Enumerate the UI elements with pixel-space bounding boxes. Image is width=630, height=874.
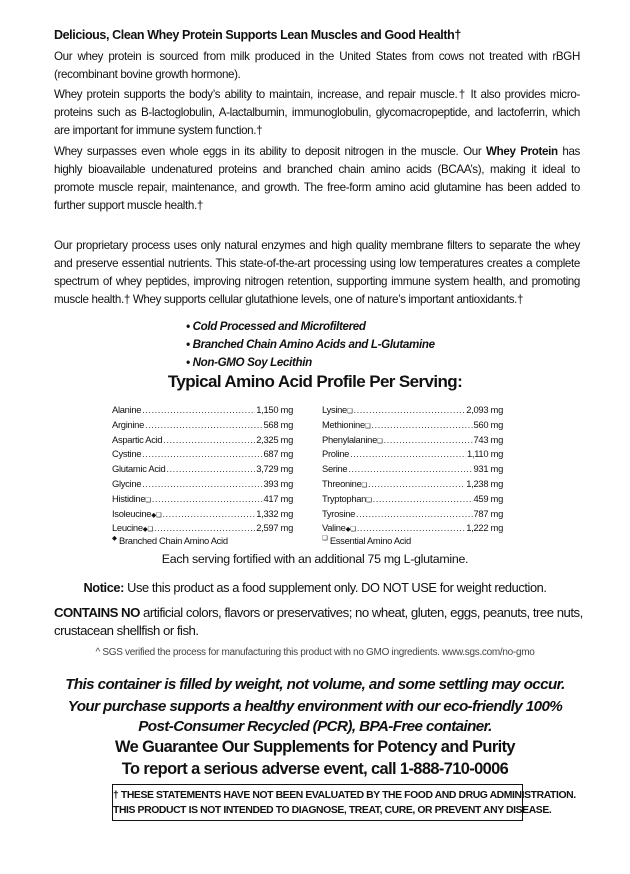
dot-leader <box>368 477 465 492</box>
headline: Delicious, Clean Whey Protein Supports Lean Muscles and Good Health† <box>54 28 461 42</box>
dot-leader <box>373 492 473 507</box>
dot-leader <box>142 447 262 462</box>
dot-leader <box>142 403 255 418</box>
amino-acid-row <box>322 507 503 522</box>
notice-text: Use this product as a food supplement only. DO NOT USE for weight reduction. <box>124 580 547 595</box>
amino-acid-row <box>112 507 293 522</box>
amino-acid-row <box>112 462 293 477</box>
amino-acid-row <box>112 492 293 507</box>
amino-acid-value: 459 mg <box>473 492 503 504</box>
dot-leader <box>162 507 255 522</box>
amino-acid-value: 3,729 mg <box>256 463 293 475</box>
amino-acid-name: Serine <box>322 463 348 475</box>
sgs-note: ^ SGS verified the process for manufacturing this product with no GMO ingredients. www.sgs.com/no-gmo <box>95 647 535 658</box>
dot-leader <box>371 418 472 433</box>
amino-acid-name: Tyrosine <box>322 507 356 519</box>
legend-bcaa <box>112 534 228 546</box>
amino-acid-name: Proline <box>322 448 350 460</box>
dot-leader <box>163 433 255 448</box>
dot-leader <box>384 433 473 448</box>
glutamine-note: Each serving fortified with an additional 75 mg L-glutamine. <box>161 552 469 566</box>
amino-acid-marks-icon: ❏ <box>361 481 368 489</box>
amino-acid-row <box>322 447 503 462</box>
amino-acid-value: 743 mg <box>473 433 503 445</box>
notice-label: Notice: <box>83 580 125 595</box>
paragraph-sourcing: Our whey protein is sourced from milk produced in the United States from cows not treated with rBGH (recombinant bovine growth hormone). <box>54 50 580 81</box>
bullet-item: • Cold Processed and Microfiltered <box>186 320 366 333</box>
amino-acid-row <box>112 433 293 448</box>
amino-acid-name: Threonine <box>322 477 362 489</box>
amino-acid-value: 2,597 mg <box>256 522 293 534</box>
guarantee-statement: We Guarantee Our Supplements for Potency and Purity <box>115 738 515 756</box>
dot-leader <box>152 492 263 507</box>
amino-acid-value: 417 mg <box>263 492 293 504</box>
amino-acid-marks-icon: ❏ <box>366 496 372 504</box>
dot-leader <box>166 462 255 477</box>
amino-acid-value: 393 mg <box>263 477 293 489</box>
bcaa-mark-icon: ◆ <box>112 535 117 542</box>
paragraph-nitrogen-part2: has highly bioavailable undenatured proteins and branched chain amino acids (BCAA’s), making it ideal to promote muscle repair, maintenance, and growth. The free-form amino acid glutamine has been added to further support muscle health.† <box>54 145 580 212</box>
amino-acid-value: 1,332 mg <box>256 507 293 519</box>
disclaimer-line1: † THESE STATEMENTS HAVE NOT BEEN EVALUATED BY THE FOOD AND DRUG ADMINISTRATION. <box>113 790 576 801</box>
paragraph-nitrogen-bold: Whey Protein <box>486 145 558 158</box>
bullet-item: • Non-GMO Soy Lecithin <box>186 356 312 369</box>
dot-leader <box>350 447 466 462</box>
fda-disclaimer-box <box>112 784 576 821</box>
eco-statement-line2: Post-Consumer Recycled (PCR), BPA-Free container. <box>138 718 492 735</box>
amino-acid-row <box>112 418 293 433</box>
amino-acid-value: 1,150 mg <box>256 404 293 415</box>
legend-eaa-label: Essential Amino Acid <box>329 535 411 547</box>
contains-no-statement <box>54 604 594 640</box>
amino-acid-name: Aspartic Acid <box>112 433 163 445</box>
amino-acid-title: Typical Amino Acid Profile Per Serving: <box>167 372 463 391</box>
amino-acid-name: Lysine <box>322 404 347 415</box>
legend-eaa <box>322 534 411 546</box>
feature-bullets <box>186 318 435 372</box>
bullet-item: • Branched Chain Amino Acids and L-Glutamine <box>186 338 435 351</box>
amino-acid-value: 568 mg <box>263 418 293 430</box>
contains-text: artificial colors, flavors or preservatives; no wheat, gluten, eggs, peanuts, tree nuts, crustacean shellfish or fish. <box>54 605 583 638</box>
dot-leader <box>348 462 472 477</box>
amino-acid-value: 787 mg <box>473 507 503 519</box>
amino-acid-marks-icon: ❏ <box>346 408 353 415</box>
paragraph-nitrogen <box>54 143 580 215</box>
eaa-mark-icon: ❏ <box>322 535 328 542</box>
disclaimer-line2: THIS PRODUCT IS NOT INTENDED TO DIAGNOSE, TREAT, CURE, OR PREVENT ANY DISEASE. <box>113 805 552 816</box>
amino-acid-marks-icon: ❏ <box>364 422 371 430</box>
amino-acid-value: 2,325 mg <box>256 433 293 445</box>
amino-acid-value: 1,238 mg <box>466 477 503 489</box>
amino-acid-row <box>322 462 503 477</box>
amino-acid-value: 2,093 mg <box>466 404 503 415</box>
amino-acid-marks-icon: ❏ <box>145 496 151 504</box>
amino-acid-row <box>112 403 293 418</box>
paragraph-micro-proteins: Whey protein supports the body’s ability to maintain, increase, and repair muscle.† It also provides micro-proteins such as B-lactoglobulin, A-lactalbumin, immunoglobulin, glycomacropeptide, and lactoferrin, which are important for immune system function.† <box>54 88 580 137</box>
amino-acid-name: Valine <box>322 522 346 534</box>
amino-acid-marks-icon: ◆❏ <box>345 526 356 534</box>
paragraph-process: Our proprietary process uses only natural enzymes and high quality membrane filters to separate the whey and preserve essential nutrients. This state-of-the-art processing using low temperatures creates a complete spectrum of whey peptides, improving nitrogen retention, supporting immune system health, and promoting muscle health.† Whey supports cellular glutathione levels, one of nature’s important antioxidants.† <box>54 239 580 306</box>
amino-acid-name: Alanine <box>112 404 142 415</box>
dot-leader <box>142 477 262 492</box>
amino-acid-name: Leucine <box>112 522 143 534</box>
paragraph-nitrogen-part1: Whey surpasses even whole eggs in its ability to deposit nitrogen in the muscle. Our <box>54 145 487 158</box>
amino-acid-value: 931 mg <box>473 463 503 475</box>
amino-acid-name: Isoleucine <box>112 507 152 519</box>
amino-acid-name: Glycine <box>112 477 142 489</box>
amino-acid-row <box>112 447 293 462</box>
amino-acid-row <box>322 492 503 507</box>
dot-leader <box>145 418 263 433</box>
amino-acid-row <box>112 477 293 492</box>
contains-label: CONTAINS NO <box>54 605 140 620</box>
settling-statement: This container is filled by weight, not volume, and some settling may occur. <box>65 676 565 693</box>
amino-acid-row <box>322 477 503 492</box>
amino-acid-row <box>322 403 503 418</box>
adverse-event-contact: To report a serious adverse event, call 1-888-710-0006 <box>121 760 509 778</box>
amino-acid-value: 1,222 mg <box>466 522 503 534</box>
amino-acid-name: Arginine <box>112 418 144 430</box>
amino-acid-name: Tryptophan <box>322 492 367 504</box>
dot-leader <box>353 403 465 418</box>
amino-acid-marks-icon: ◆❏ <box>142 526 153 534</box>
amino-acid-row <box>322 418 503 433</box>
dot-leader <box>356 507 472 522</box>
amino-acid-name: Methionine <box>322 418 365 430</box>
amino-acid-row <box>322 433 503 448</box>
amino-acid-value: 1,110 mg <box>467 448 503 460</box>
amino-acid-name: Phenylalanine <box>322 433 378 445</box>
amino-acid-name: Glutamic Acid <box>112 463 166 475</box>
amino-acid-column-left <box>112 403 293 536</box>
amino-acid-marks-icon: ❏ <box>377 437 383 445</box>
legend-bcaa-label: Branched Chain Amino Acid <box>119 535 228 547</box>
amino-acid-value: 560 mg <box>473 418 503 430</box>
notice-line <box>0 580 630 595</box>
eco-statement-line1: Your purchase supports a healthy environment with our eco-friendly 100% <box>67 698 563 715</box>
amino-acid-marks-icon: ◆❏ <box>151 511 162 519</box>
amino-acid-value: 687 mg <box>263 448 293 460</box>
amino-acid-name: Histidine <box>112 492 146 504</box>
amino-acid-name: Cystine <box>112 448 142 460</box>
amino-acid-column-right <box>322 403 503 536</box>
